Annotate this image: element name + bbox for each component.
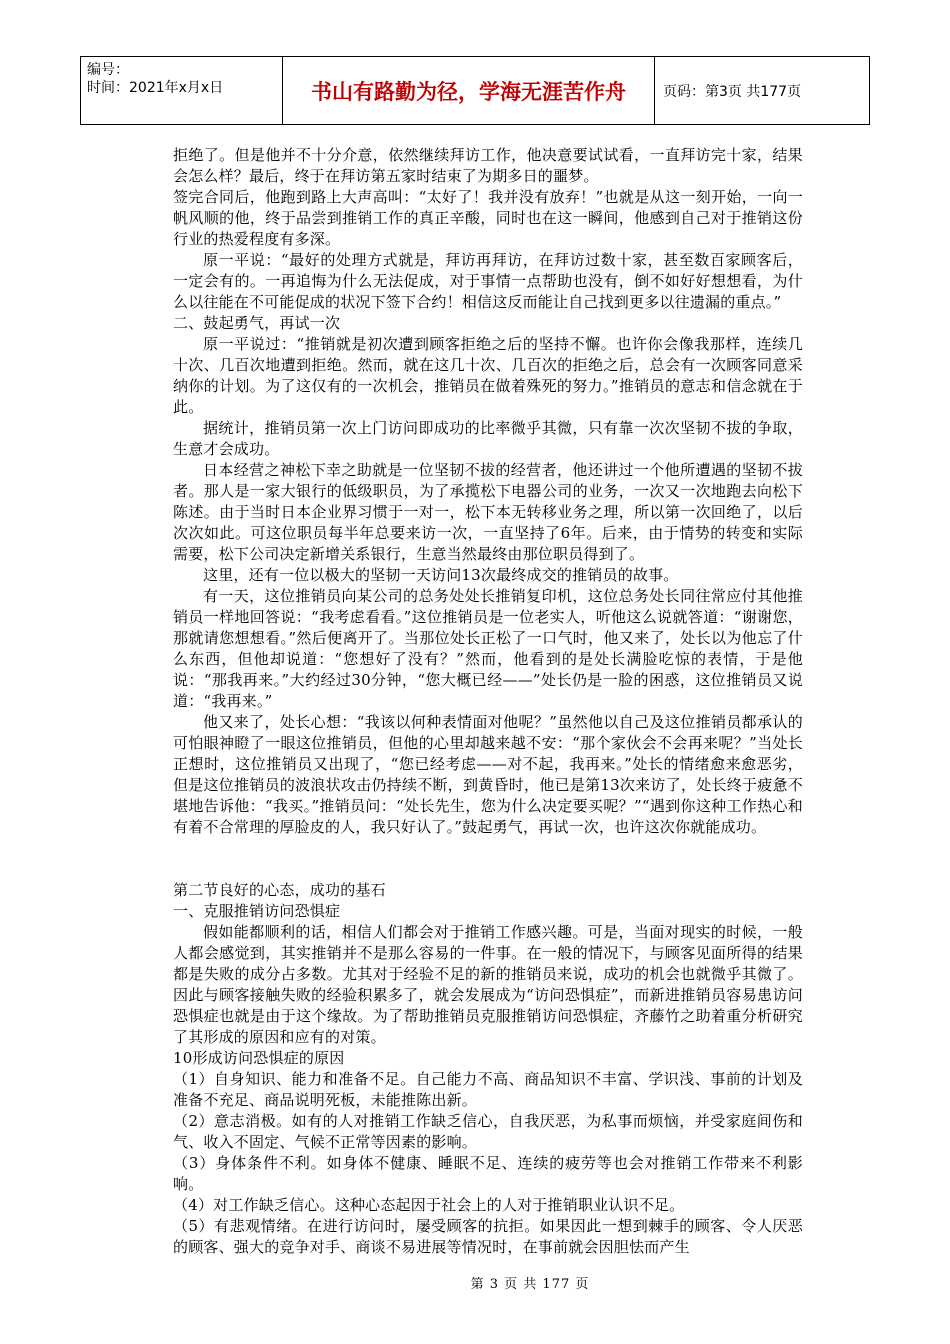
page-footer: 第 3 页 共 177 页: [470, 1277, 590, 1292]
paragraph: 原一平说：“最好的处理方式就是，拜访再拜访，在拜访过数十家，甚至数百家顾客后，一定会有的。一再追悔为什么无法促成，对于事情一点帮助也没有，倒不如好好想想看，为什么以往能在不可能促成的状况下签下合约！相信这反而能让自己找到更多以往遗漏的重点。”: [173, 251, 803, 311]
document-number-label: 编号：: [87, 62, 129, 78]
header-motto: 书山有路勤为径，学海无涯苦作舟: [283, 57, 655, 124]
cause-item: （1）自身知识、能力和准备不足。自己能力不高、商品知识不丰富、学识浅、事前的计划及准备不充足、商品说明死板，未能推陈出新。: [173, 1070, 803, 1109]
cause-item: （3）身体条件不利。如身体不健康、睡眠不足、连续的疲劳等也会对推销工作带来不利影响。: [173, 1154, 803, 1193]
cause-item: （5）有悲观情绪。在进行访问时，屡受顾客的抗拒。如果因此一想到棘手的顾客、令人厌恶的顾客、强大的竞争对手、商谈不易进展等情况时，在事前就会因胆怯而产生: [173, 1217, 803, 1256]
causes-heading: 10形成访问恐惧症的原因: [173, 1049, 345, 1067]
paragraph: 原一平说过：“推销就是初次遭到顾客拒绝之后的坚持不懈。也许你会像我那样，连续几十次、几百次地遭到拒绝。然而，就在这几十次、几百次的拒绝之后，总会有一次顾客同意采纳你的计划。为了这仅有的一次机会，推销员在做着殊死的努力。”推销员的意志和信念就在于此。: [173, 335, 803, 416]
paragraph: 有一天，这位推销员向某公司的总务处处长推销复印机，这位总务处长同往常应付其他推销员一样地回答说：“我考虑看看。”这位推销员是一位老实人，听他这么说就答道：“谢谢您，那就请您想想看。”然后便离开了。当那位处长正松了一口气时，他又来了，处长以为他忘了什么东西，但他却说道：“您想好了没有？”然而，他看到的是处长满脸吃惊的表情，于是他说：“那我再来。”大约经过30分钟，“您大概已经——”处长仍是一脸的困惑，这位推销员又说道：“我再来。”: [173, 587, 803, 710]
paragraph: 签完合同后，他跑到路上大声高叫：“太好了！我并没有放弃！”也就是从这一刻开始，一向一帆风顺的他，终于品尝到推销工作的真正辛酸，同时也在这一瞬间，他感到自己对于推销这份行业的热爱程度有多深。: [173, 188, 803, 248]
document-header: [80, 56, 870, 125]
section-heading: 二、鼓起勇气，再试一次: [173, 314, 341, 332]
section-subtitle: 一、克服推销访问恐惧症: [173, 902, 341, 920]
paragraph: 拒绝了。但是他并不十分介意，依然继续拜访工作，他决意要试试看，一直拜访完十家，结果会怎么样？最后，终于在拜访第五家时结束了为期多日的噩梦。: [173, 146, 803, 185]
paragraph: 他又来了，处长心想：“我该以何种表情面对他呢？”虽然他以自己及这位推销员都承认的可怕眼神瞪了一眼这位推销员，但他的心里却越来越不安：“那个家伙会不会再来呢？”当处长正想时，这位推销员又出现了，“您已经考虑——对不起，我再来。”处长的情绪愈来愈恶劣，但是这位推销员的波浪状攻击仍持续不断，到黄昏时，他已是第13次来访了，处长终于疲惫不堪地告诉他：“我买。”推销员问：“处长先生，您为什么决定要买呢？”“遇到你这种工作热心和有着不合常理的厚脸皮的人，我只好认了。”鼓起勇气，再试一次，也许这次你就能成功。: [173, 713, 803, 836]
header-meta: [81, 57, 283, 124]
paragraph: 日本经营之神松下幸之助就是一位坚韧不拔的经营者，他还讲过一个他所遭遇的坚韧不拔者。那人是一家大银行的低级职员，为了承揽松下电器公司的业务，一次又一次地跑去向松下陈述。由于当时日本企业界习惯于一对一，松下本无转移业务之理，所以第一次回绝了，以后次次如此。可这位职员每半年总要来访一次，一直坚持了6年。后来，由于情势的转变和实际需要，松下公司决定新增关系银行，生意当然最终由那位职员得到了。: [173, 461, 803, 563]
document-body: [173, 145, 803, 1258]
document-date-label: 时间：2021年x月x日: [87, 80, 224, 96]
section-intro: 假如能都顺利的话，相信人们都会对于推销工作感兴趣。可是，当面对现实的时候，一般人都会感觉到，其实推销并不是那么容易的一件事。在一般的情况下，与顾客见面所得的结果都是失败的成分占多数。尤其对于经验不足的新的推销员来说，成功的机会也就微乎其微了。因此与顾客接触失败的经验积累多了，就会发展成为“访问恐惧症”，而新进推销员容易患访问恐惧症也就是由于这个缘故。为了帮助推销员克服推销访问恐惧症，齐藤竹之助着重分析研究了其形成的原因和应有的对策。: [173, 923, 803, 1046]
paragraph: 这里，还有一位以极大的坚韧一天访问13次最终成交的推销员的故事。: [203, 566, 679, 584]
cause-item: （4）对工作缺乏信心。这种心态起因于社会上的人对于推销职业认识不足。: [173, 1196, 685, 1214]
section-spacer: [173, 838, 803, 880]
section-title: 第二节良好的心态，成功的基石: [173, 881, 386, 899]
paragraph: 据统计，推销员第一次上门访问即成功的比率微乎其微，只有靠一次次坚韧不拔的争取，生意才会成功。: [173, 419, 803, 458]
header-page-info: 页码：第3页 共177页: [663, 83, 802, 100]
cause-item: （2）意志消极。如有的人对推销工作缺乏信心，自我厌恶，为私事而烦恼，并受家庭间伤和气、收入不固定、气候不正常等因素的影响。: [173, 1112, 803, 1151]
